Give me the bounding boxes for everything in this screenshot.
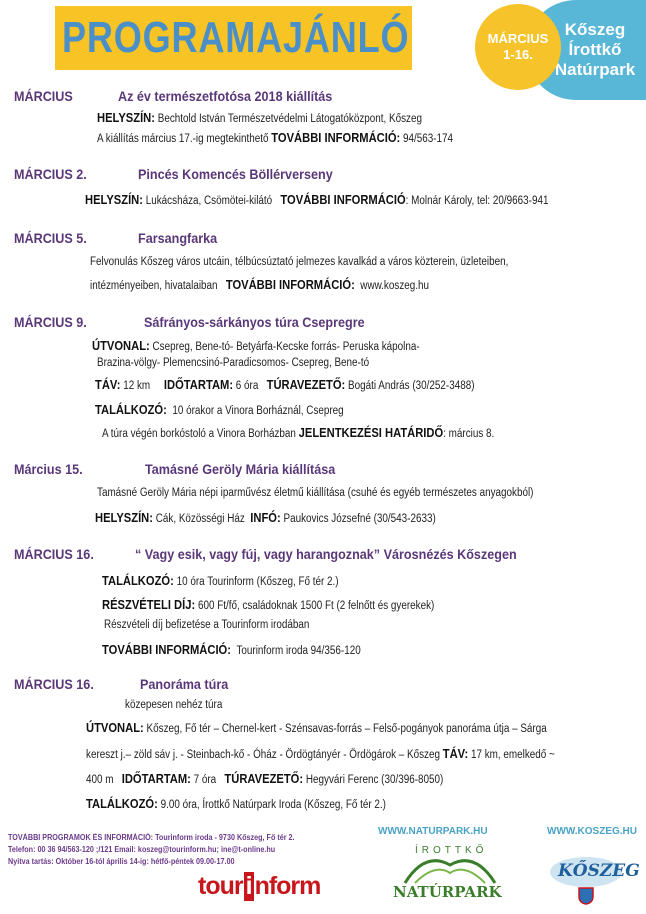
event-4-line-5 <box>102 425 494 440</box>
event-7-route-cont: kereszt j.– zöld sáv j. - Steinbach-kő - Óház - Ördögtányér - Ördögárok – Kőszeg <box>86 749 440 761</box>
event-7-line-2 <box>86 720 547 735</box>
event-1-location-label: HELYSZÍN: <box>97 110 155 125</box>
event-7-meet: 9.00 óra, Írottkő Natúrpark Iroda (Kőszeg, Fő tér 2.) <box>160 799 386 811</box>
event-5-info-label: INFÓ: <box>250 510 281 525</box>
park-line-2: Írottkő <box>568 40 622 59</box>
event-3-line-2 <box>90 277 429 292</box>
event-4-guide-label: TÚRAVEZETŐ: <box>266 377 346 392</box>
event-4-duration-label: IDŐTARTAM: <box>163 377 234 392</box>
event-7-line-3 <box>86 746 555 761</box>
event-6-title: “ Vagy esik, vagy fúj, vagy harangoznak” Városnézés Kőszegen <box>135 546 517 562</box>
event-7-distance: 17 km, emelkedő ~ <box>470 749 555 761</box>
event-2-location: Lukácsháza, Csömötei-kilátó <box>145 195 273 207</box>
event-7-distance-label: TÁV: <box>442 746 469 761</box>
event-7-route: Kőszeg, Fő tér – Chernel-kert - Szénsavas-forrás – Felső-pogányok panoráma útja – Sárga <box>146 723 547 735</box>
event-4-date: MÁRCIUS 9. <box>14 314 87 330</box>
event-6-fee: 600 Ft/fő, családoknak 1500 Ft (2 felnőtt és gyerekek) <box>197 600 435 612</box>
naturpark-url[interactable]: WWW.NATURPARK.HU <box>378 826 488 837</box>
event-4-meet: 10 órakor a Vinora Borháznál, Csepreg <box>172 405 344 417</box>
event-7-duration: 7 óra <box>193 774 217 786</box>
event-6-fee-label: RÉSZVÉTELI DÍJ: <box>102 597 196 612</box>
event-2-title: Pincés Komencés Böllérverseny <box>138 166 333 182</box>
event-6-meet: 10 óra Tourinform (Kőszeg, Fő tér 2.) <box>176 576 339 588</box>
tourinform-logo-part-2: nform <box>254 872 321 900</box>
event-7-date: MÁRCIUS 16. <box>14 676 94 692</box>
event-1-date: MÁRCIUS <box>14 88 73 104</box>
park-line-3: Natúrpark <box>554 60 636 79</box>
footer-line-2: Telefon: 00 36 94/563-120 ;/121 Email: koszeg@tourinform.hu; ine@t-online.hu <box>8 845 276 854</box>
event-7-route-label: ÚTVONAL: <box>86 720 144 735</box>
event-4-route: Csepreg, Bene-tó- Betyárfa-Kecske forrás- Peruska kápolna- <box>152 341 420 353</box>
event-1-line-2 <box>97 130 453 145</box>
hill-icon <box>415 870 485 883</box>
event-6-date: MÁRCIUS 16. <box>14 546 94 562</box>
naturpark-logo <box>385 843 515 905</box>
event-1-line-1 <box>97 110 422 125</box>
tourinform-logo <box>198 872 360 902</box>
event-5-line-1: Tamásné Geröly Mária népi iparművész életmű kiállítása (csuhé és egyéb természetes anyagokból) <box>97 487 534 499</box>
naturpark-logo-bottom: NATÚRPARK <box>393 883 502 901</box>
event-7-line-1: közepesen nehéz túra <box>125 699 223 711</box>
event-3-info-label: TOVÁBBI INFORMÁCIÓ: <box>225 277 355 292</box>
koszeg-logo <box>548 845 640 905</box>
event-5-location-label: HELYSZÍN: <box>95 510 153 525</box>
event-4-guide: Bogáti András (30/252-3488) <box>348 380 475 392</box>
event-5-line-2 <box>95 510 436 525</box>
event-2-info-label: TOVÁBBI INFORMÁCIÓ <box>280 192 406 207</box>
tourinform-logo-part-1: tour <box>198 872 243 900</box>
event-6-info-label: TOVÁBBI INFORMÁCIÓ: <box>102 642 231 657</box>
event-3-info: www.koszeg.hu <box>360 280 430 292</box>
event-4-line-3 <box>95 377 475 392</box>
event-6-meet-label: TALÁLKOZÓ: <box>102 573 174 588</box>
date-badge-line-2: 1-16. <box>503 47 533 62</box>
event-5-location: Cák, Közösségi Ház <box>155 513 245 525</box>
event-4-deadline: : március 8. <box>443 428 495 440</box>
event-1-note: A kiállítás március 17.-ig megtekinthető <box>97 133 269 145</box>
event-6-line-3: Részvételi díj befizetése a Tourinform irodában <box>104 619 310 631</box>
footer-line-3: Nyitva tartás: Október 16-tól április 14-ig: hétfő-péntek 09.00-17.00 <box>8 857 235 866</box>
event-7-duration-label: IDŐTARTAM: <box>121 771 191 786</box>
event-2-line-1 <box>85 192 548 207</box>
event-7-guide: Hegyvári Ferenc (30/396-8050) <box>305 774 444 786</box>
event-7-guide-label: TÚRAVEZETŐ: <box>224 771 304 786</box>
coat-of-arms-icon <box>578 887 594 905</box>
naturpark-logo-top: ÍROTTKŐ <box>415 845 488 856</box>
event-4-distance-label: TÁV: <box>95 377 121 392</box>
event-4-tasting: A túra végén borkóstoló a Vinora Borházban <box>102 428 296 440</box>
event-4-distance: 12 km <box>123 380 151 392</box>
event-2-info: : Molnár Károly, tel: 20/9663-941 <box>405 195 549 207</box>
event-5-info: Paukovics Józsefné (30/543-2633) <box>283 513 436 525</box>
event-1-info: 94/563-174 <box>403 133 454 145</box>
event-4-route-label: ÚTVONAL: <box>92 338 150 353</box>
event-1-info-label: TOVÁBBI INFORMÁCIÓ: <box>271 130 401 145</box>
event-3-date: MÁRCIUS 5. <box>14 230 87 246</box>
event-3-title: Farsangfarka <box>138 230 218 246</box>
park-line-1: Kőszeg <box>564 20 626 39</box>
date-badge-line-1: MÁRCIUS <box>487 31 549 46</box>
event-4-title: Sáfrányos-sárkányos túra Csepregre <box>144 314 365 330</box>
event-1-location: Bechtold István Természetvédelmi Látogatóközpont, Kőszeg <box>157 113 422 125</box>
event-5-date: Március 15. <box>14 461 83 477</box>
event-4-line-2: Brazina-völgy- Plemencsinó-Paradicsomos- Csepreg, Bene-tó <box>97 357 370 369</box>
event-4-line-1 <box>92 338 420 353</box>
event-4-deadline-label: JELENTKEZÉSI HATÁRIDŐ <box>298 425 444 440</box>
event-3-line-1: Felvonulás Kőszeg város utcáin, télbúcsúztató jelmezes kavalkád a város közterein, üzleteiben, <box>90 256 509 268</box>
page-title: PROGRAMAJÁNLÓ <box>62 13 410 62</box>
event-2-location-label: HELYSZÍN: <box>85 192 143 207</box>
event-2-date: MÁRCIUS 2. <box>14 166 87 182</box>
date-badge <box>475 4 561 90</box>
event-5-title: Tamásné Geröly Mária kiállítása <box>145 461 336 477</box>
event-6-line-1 <box>102 573 339 588</box>
event-6-line-2 <box>102 597 434 612</box>
event-7-title: Panoráma túra <box>140 676 229 692</box>
event-3-venues: intézményeiben, hivatalaiban <box>90 280 218 292</box>
event-6-line-4 <box>102 642 361 657</box>
event-7-meet-label: TALÁLKOZÓ: <box>86 796 158 811</box>
event-4-duration: 6 óra <box>235 380 259 392</box>
footer-line-1: TOVÁBBI PROGRAMOK ÉS INFORMÁCIÓ: Tourinform iroda - 9730 Kőszeg, Fő tér 2. <box>8 833 295 842</box>
event-7-line-5 <box>86 796 386 811</box>
koszeg-url[interactable]: WWW.KOSZEG.HU <box>547 826 637 837</box>
event-4-meet-label: TALÁLKOZÓ: <box>95 402 167 417</box>
event-7-line-4 <box>86 771 443 786</box>
event-6-info: Tourinform iroda 94/356-120 <box>236 645 361 657</box>
koszeg-logo-text: KŐSZEG <box>558 861 640 881</box>
event-4-line-4 <box>95 402 344 417</box>
tourinform-logo-i: i <box>245 872 252 900</box>
event-7-elevation: 400 m <box>86 774 114 786</box>
event-1-title: Az év természetfotósa 2018 kiállítás <box>118 88 333 104</box>
